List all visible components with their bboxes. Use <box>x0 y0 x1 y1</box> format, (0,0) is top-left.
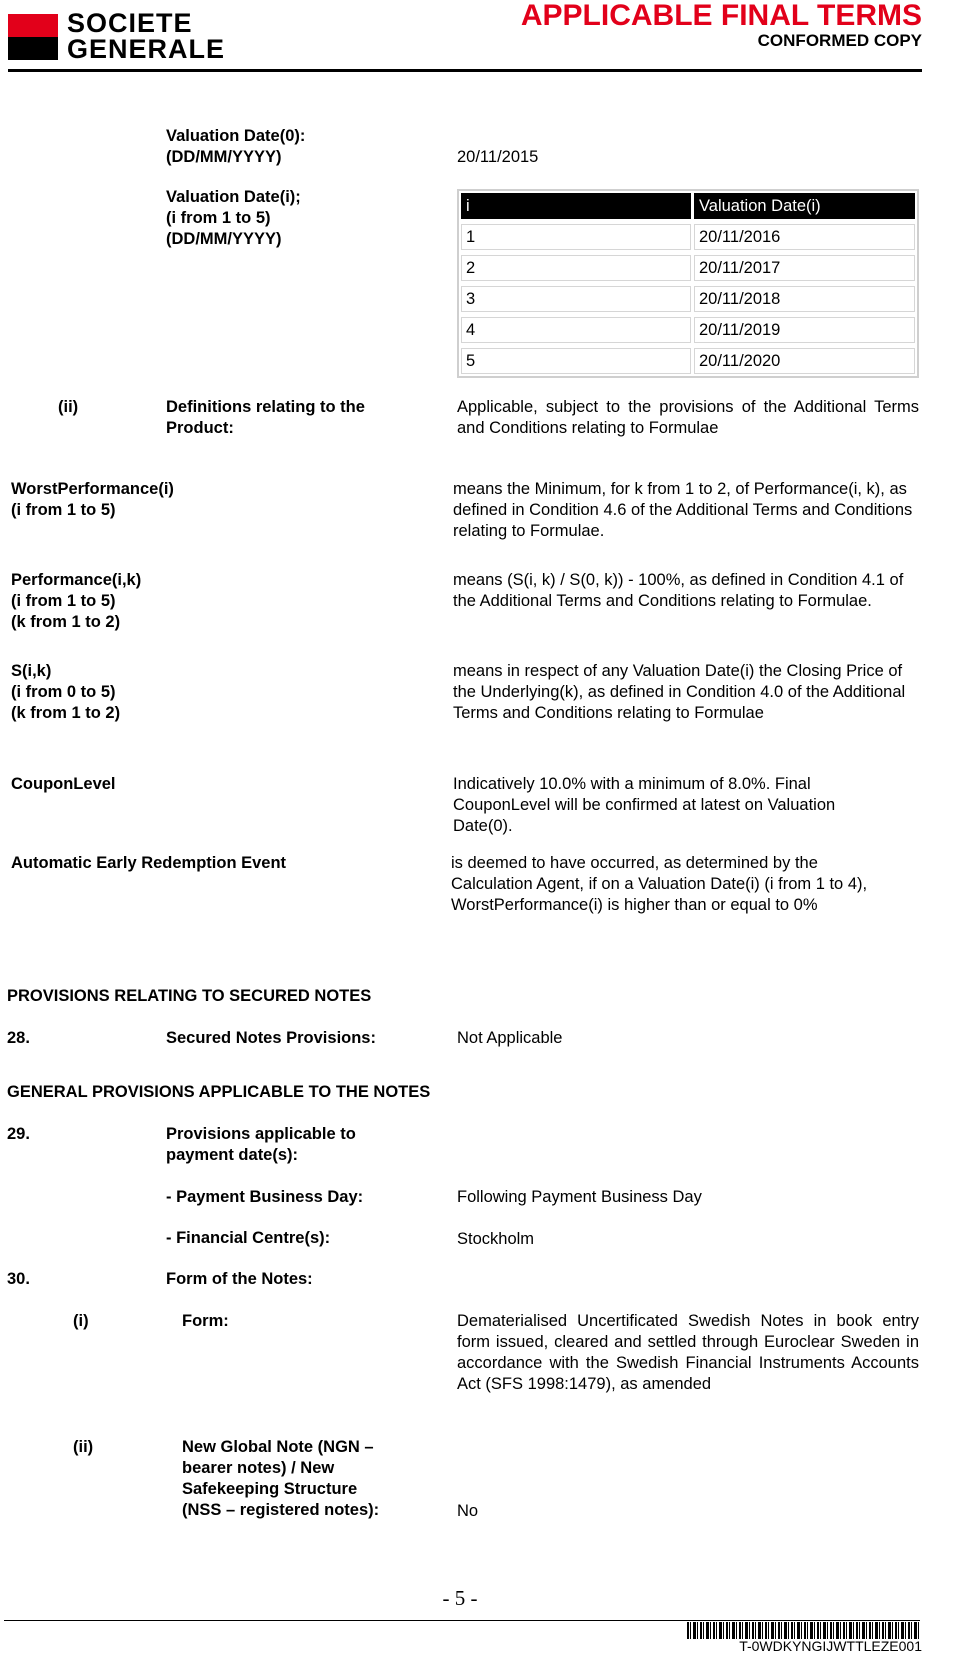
item28-label: Secured Notes Provisions: <box>166 1029 376 1047</box>
performance-label-line3: (k from 1 to 2) <box>11 613 121 631</box>
ngn-label-line3: Safekeeping Structure <box>182 1480 358 1498</box>
item28-value: Not Applicable <box>457 1029 563 1047</box>
performance-label-line2: (i from 1 to 5) <box>11 592 116 610</box>
table-cell-date: 20/11/2019 <box>694 317 915 343</box>
table-cell-i: 2 <box>461 255 691 281</box>
general-provisions-heading: GENERAL PROVISIONS APPLICABLE TO THE NOTES <box>7 1083 431 1101</box>
worst-label-line2: (i from 1 to 5) <box>11 501 116 519</box>
aer-label: Automatic Early Redemption Event <box>11 854 287 872</box>
table-row <box>461 317 915 343</box>
item29-label-line1: Provisions applicable to <box>166 1125 356 1143</box>
sik-label <box>11 661 120 724</box>
item29-label-line2: payment date(s): <box>166 1146 299 1164</box>
sik-value: means in respect of any Valuation Date(i) the Closing Price of the Underlying(k), as defined in Condition 4.0 of the Additional Terms and Conditions relating to Formulae <box>453 662 906 722</box>
valuation-dates-table <box>457 189 919 378</box>
performance-label <box>11 570 141 633</box>
ngn-num: (ii) <box>73 1438 94 1456</box>
document-subtitle: CONFORMED COPY <box>757 31 922 50</box>
coupon-level-value: Indicatively 10.0% with a minimum of 8.0%. Final CouponLevel will be confirmed at latest on Valuation Date(0). <box>453 775 836 835</box>
performance-label-line1: Performance(i,k) <box>11 571 142 589</box>
valuation0-label <box>166 126 305 168</box>
barcode-image <box>687 1622 919 1639</box>
valuation0-label-line1: Valuation Date(0): <box>166 127 306 145</box>
valuation-i-label-line2: (i from 1 to 5) <box>166 209 271 227</box>
payment-business-day-value: Following Payment Business Day <box>457 1188 702 1206</box>
sik-label-line1: S(i,k) <box>11 662 52 680</box>
table-header-row <box>461 193 915 219</box>
table-row <box>461 224 915 250</box>
valuation-i-label-line1: Valuation Date(i); <box>166 188 301 206</box>
table-cell-date: 20/11/2020 <box>694 348 915 374</box>
form-value: Dematerialised Uncertificated Swedish Notes in book entry form issued, cleared and settled through Euroclear Sweden in accordance with the Swedish Financial Instruments Accounts Act (SFS 1998:1479), as amended <box>457 1312 919 1393</box>
valuation0-value: 20/11/2015 <box>457 148 539 166</box>
payment-business-day-label: - Payment Business Day: <box>166 1188 364 1206</box>
valuation-i-label-line3: (DD/MM/YYYY) <box>166 230 282 248</box>
ngn-label-line1: New Global Note (NGN – <box>182 1438 374 1456</box>
item30-num: 30. <box>7 1270 30 1288</box>
definitions-label <box>166 397 365 439</box>
document-title: APPLICABLE FINAL TERMS <box>520 0 922 32</box>
table-row <box>461 348 915 374</box>
table-cell-date: 20/11/2017 <box>694 255 915 281</box>
item29-label <box>166 1124 356 1166</box>
logo-text <box>67 10 225 62</box>
definitions-value: Applicable, subject to the provisions of the Additional Terms and Conditions relating to Formulae <box>457 398 919 437</box>
valuation0-label-line2: (DD/MM/YYYY) <box>166 148 282 166</box>
definitions-label-line1: Definitions relating to the <box>166 398 365 416</box>
financial-centre-label: - Financial Centre(s): <box>166 1229 331 1247</box>
logo-line2: GENERALE <box>67 34 226 64</box>
footer-divider <box>4 1620 920 1621</box>
worst-performance-value: means the Minimum, for k from 1 to 2, of Performance(i, k), as defined in Condition 4.6 of the Additional Terms and Conditions relating to Formulae. <box>453 480 913 540</box>
item29-num: 29. <box>7 1125 30 1143</box>
page-number: - 5 - <box>442 1586 478 1610</box>
logo-line1: SOCIETE <box>67 8 193 38</box>
sik-label-line2: (i from 0 to 5) <box>11 683 116 701</box>
ngn-label-line4: (NSS – registered notes): <box>182 1501 380 1519</box>
sik-label-line3: (k from 1 to 2) <box>11 704 121 722</box>
ngn-label-line2: bearer notes) / New <box>182 1459 335 1477</box>
secured-notes-heading: PROVISIONS RELATING TO SECURED NOTES <box>7 987 372 1005</box>
barcode-text: T-0WDKYNGIJWTTLEZE001 <box>739 1638 922 1654</box>
financial-centre-value: Stockholm <box>457 1230 535 1248</box>
table-header-date: Valuation Date(i) <box>694 193 915 219</box>
item28-num: 28. <box>7 1029 30 1047</box>
worst-performance-label <box>11 479 174 521</box>
table-cell-date: 20/11/2018 <box>694 286 915 312</box>
header-divider <box>8 69 922 72</box>
ngn-label <box>182 1437 379 1521</box>
worst-label-line1: WorstPerformance(i) <box>11 480 174 498</box>
item30-label: Form of the Notes: <box>166 1270 313 1288</box>
coupon-level-label: CouponLevel <box>11 775 116 793</box>
table-cell-i: 5 <box>461 348 691 374</box>
aer-value: is deemed to have occurred, as determined by the Calculation Agent, if on a Valuation Date(i) (i from 1 to 4), WorstPerformance(i) is higher than or equal to 0% <box>451 854 868 914</box>
form-label: Form: <box>182 1312 229 1330</box>
performance-value: means (S(i, k) / S(0, k)) - 100%, as defined in Condition 4.1 of the Additional Terms and Conditions relating to Formulae. <box>453 571 904 610</box>
table-header-i: i <box>461 193 691 219</box>
form-num: (i) <box>73 1312 89 1330</box>
definitions-num: (ii) <box>58 398 79 416</box>
table-row <box>461 255 915 281</box>
logo-mark <box>8 14 58 60</box>
table-cell-i: 3 <box>461 286 691 312</box>
definitions-label-line2: Product: <box>166 419 234 437</box>
ngn-value: No <box>457 1502 479 1520</box>
valuation-i-label <box>166 187 301 250</box>
table-cell-i: 1 <box>461 224 691 250</box>
table-cell-date: 20/11/2016 <box>694 224 915 250</box>
table-row <box>461 286 915 312</box>
table-cell-i: 4 <box>461 317 691 343</box>
